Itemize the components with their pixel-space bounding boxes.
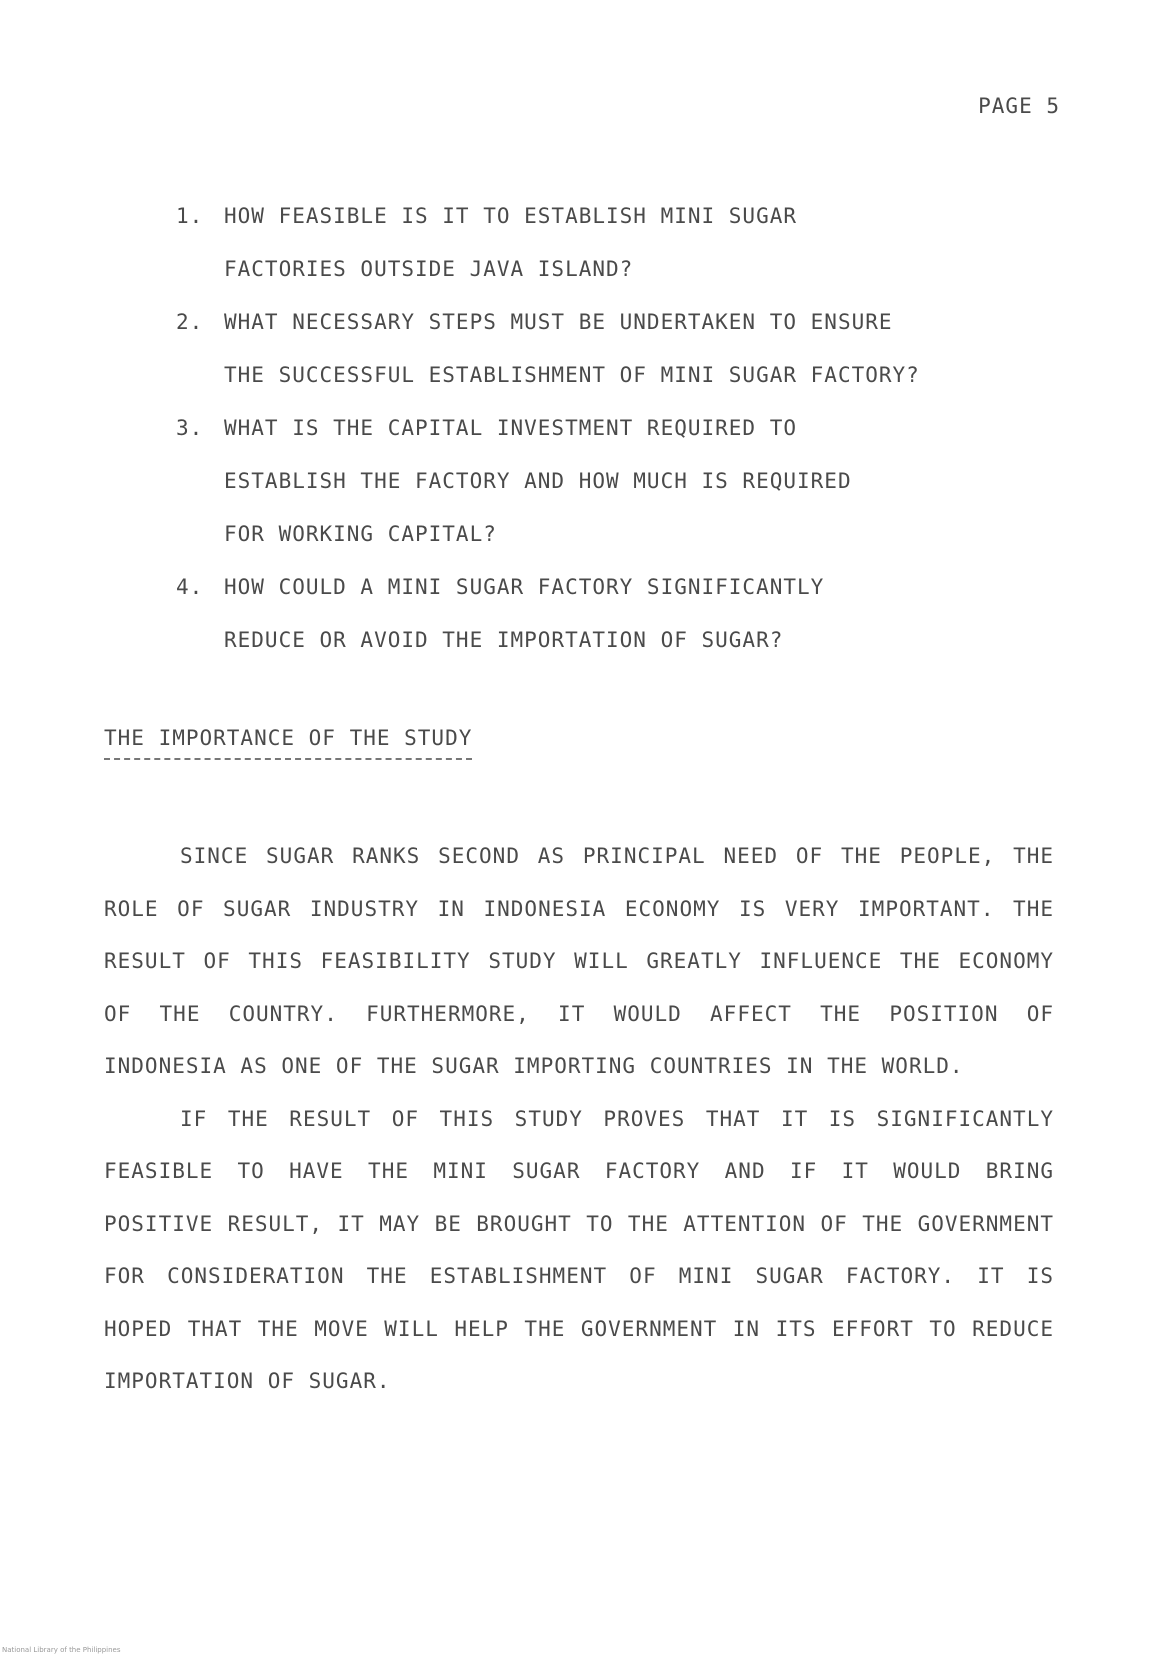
question-text: HOW COULD A MINI SUGAR FACTORY SIGNIFICANTLY REDUCE OR AVOID THE IMPORTATION OF SUGAR? [224,575,825,652]
paragraph [104,830,1054,1093]
question-item [176,296,1076,402]
research-questions-list [176,190,1076,667]
paragraph [104,1093,1054,1408]
paragraph-text: IF THE RESULT OF THIS STUDY PROVES THAT IT IS SIGNIFICANTLY FEASIBLE TO HAVE THE MINI SUGAR FACTORY AND IF IT WOULD BRING POSITIVE RESULT, IT MAY BE BROUGHT TO THE ATTENTION OF THE GOVERNMENT FOR CONSIDERATION THE ESTABLISHMENT OF MINI SUGAR FACTORY. IT IS HOPED THAT THE MOVE WILL HELP THE GOVERNMENT IN ITS EFFORT TO REDUCE IMPORTATION OF SUGAR. [104,1106,1054,1393]
question-number: 3. [176,416,204,440]
page-number: PAGE 5 [978,94,1060,118]
question-item [176,190,1076,296]
question-item [176,561,1076,667]
section-heading: THE IMPORTANCE OF THE STUDY [104,726,472,760]
question-number: 2. [176,310,204,334]
paragraph-text: SINCE SUGAR RANKS SECOND AS PRINCIPAL NEED OF THE PEOPLE, THE ROLE OF SUGAR INDUSTRY IN INDONESIA ECONOMY IS VERY IMPORTANT. THE RESULT OF THIS FEASIBILITY STUDY WILL GREATLY INFLUENCE THE ECONOMY OF THE COUNTRY. FURTHERMORE, IT WOULD AFFECT THE POSITION OF INDONESIA AS ONE OF THE SUGAR IMPORTING COUNTRIES IN THE WORLD. [104,844,1054,1078]
question-text: WHAT NECESSARY STEPS MUST BE UNDERTAKEN TO ENSURE THE SUCCESSFUL ESTABLISHMENT OF MINI SUGAR FACTORY? [224,310,920,387]
scan-footer-note: National Library of the Philippines [2,1646,121,1654]
question-text: WHAT IS THE CAPITAL INVESTMENT REQUIRED TO ESTABLISH THE FACTORY AND HOW MUCH IS REQUIRED FOR WORKING CAPITAL? [224,416,852,546]
question-item [176,402,1076,561]
question-number: 1. [176,204,204,228]
question-text: HOW FEASIBLE IS IT TO ESTABLISH MINI SUGAR FACTORIES OUTSIDE JAVA ISLAND? [224,204,798,281]
section-body [104,830,1054,1408]
question-number: 4. [176,575,204,599]
